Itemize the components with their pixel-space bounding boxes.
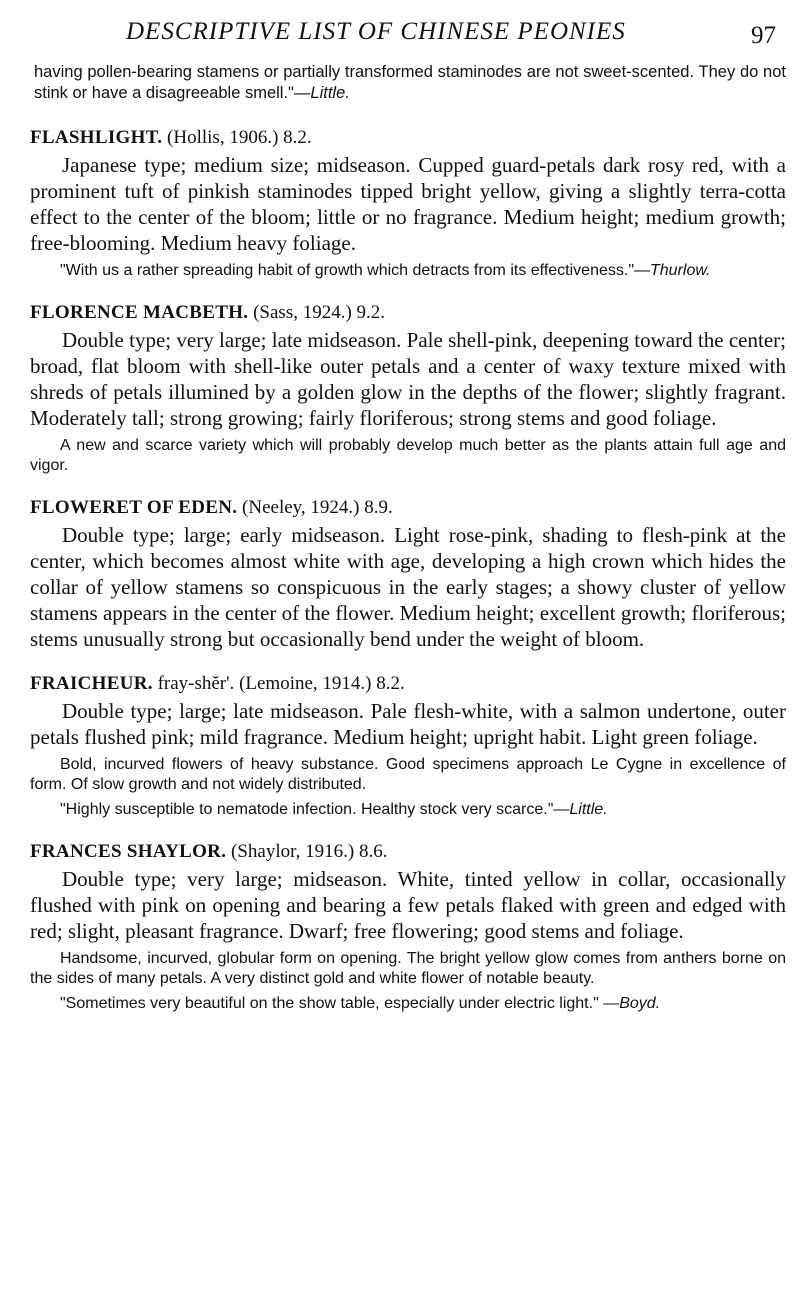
variety-description: Double type; large; early midseason. Light rose-pink, shading to flesh-pink at the center, which becomes almost white with age, developing a high crown which hides the collar of yellow stamens so conspicuous in the early stages; a showy cluster of yellow stamens appears in the center of the flower. Medium height; excellent growth; floriferous; stems unusually strong but occasionally bend under the weight of bloom. — [30, 523, 786, 651]
entry-list — [30, 126, 786, 1014]
note-attribution: Thurlow. — [650, 262, 711, 279]
originator-year: (Lemoine, 1914.) — [239, 673, 372, 694]
variety-description: Double type; large; late midseason. Pale flesh-white, with a salmon undertone, outer petals flushed pink; mild fragrance. Medium height; upright habit. Light green foliage. — [30, 699, 786, 749]
entry-heading — [30, 840, 786, 864]
variety-description: Japanese type; medium size; midseason. Cupped guard-petals dark rosy red, with a prominent tuft of pinkish staminodes tipped bright yellow, giving a slightly terra-cotta effect to the center of the bloom; little or no fragrance. Medium height; medium growth; free-blooming. Medium heavy foliage. — [30, 153, 786, 255]
rating: 8.9. — [364, 497, 393, 518]
variety-note — [30, 949, 786, 989]
peony-entry — [30, 126, 786, 281]
variety-name: FLASHLIGHT. — [30, 127, 163, 148]
note-text: "Sometimes very beautiful on the show table, especially under electric light." — — [60, 995, 620, 1012]
note-attribution: Little. — [569, 801, 608, 818]
variety-name: FLORENCE MACBETH. — [30, 302, 249, 323]
variety-note — [30, 436, 786, 476]
entry-heading — [30, 126, 786, 150]
page-number: 97 — [751, 22, 776, 49]
peony-entry — [30, 840, 786, 1014]
variety-note — [30, 261, 786, 281]
originator-year: (Hollis, 1906.) — [167, 127, 279, 148]
rating: 8.2. — [376, 673, 405, 694]
entry-heading — [30, 301, 786, 325]
originator-year: (Shaylor, 1916.) — [231, 841, 355, 862]
variety-note — [30, 994, 786, 1014]
entry-heading — [30, 496, 786, 520]
variety-note — [30, 800, 786, 820]
intro-quote — [34, 62, 786, 104]
note-text: Handsome, incurved, globular form on opening. The bright yellow glow comes from anthers borne on the sides of many petals. A very distinct gold and white flower of notable beauty. — [30, 950, 786, 987]
running-title: DESCRIPTIVE LIST OF CHINESE PEONIES — [126, 18, 626, 45]
rating: 8.6. — [359, 841, 388, 862]
note-text: Bold, incurved flowers of heavy substance. Good specimens approach Le Cygne in excellence of form. Of slow growth and not widely distributed. — [30, 756, 786, 793]
rating: 8.2. — [283, 127, 312, 148]
variety-description: Double type; very large; late midseason. Pale shell-pink, deepening toward the center; broad, flat bloom with shell-like outer petals and a center of waxy texture mixed with shreds of petals illumined by a golden glow in the depths of the flower; slightly fragrant. Moderately tall; strong growing; fairly floriferous; strong stems and good foliage. — [30, 328, 786, 430]
variety-name: FRANCES SHAYLOR. — [30, 841, 227, 862]
intro-quote-attribution: Little. — [310, 84, 350, 102]
peony-entry — [30, 672, 786, 820]
peony-entry — [30, 496, 786, 652]
running-head — [30, 14, 786, 62]
rating: 9.2. — [356, 302, 386, 323]
variety-name: FRAICHEUR. — [30, 673, 153, 694]
note-text: "With us a rather spreading habit of growth which detracts from its effectiveness."— — [60, 262, 650, 279]
variety-description: Double type; very large; midseason. White, tinted yellow in collar, occasionally flushed with pink on opening and bearing a few petals flaked with green and edged with red; slight, pleasant fragrance. Dwarf; free flowering; good stems and foliage. — [30, 867, 786, 943]
peony-entry — [30, 301, 786, 476]
pronunciation: fray-shĕr'. — [157, 673, 235, 694]
variety-note — [30, 755, 786, 795]
originator-year: (Neeley, 1924.) — [242, 497, 360, 518]
intro-quote-text: having pollen-bearing stamens or partially transformed staminodes are not sweet-scented. They do not stink or have a disagreeable smell."— — [34, 63, 786, 102]
originator-year: (Sass, 1924.) — [253, 302, 352, 323]
note-attribution: Boyd. — [619, 995, 661, 1012]
variety-name: FLOWERET OF EDEN. — [30, 497, 238, 518]
note-text: A new and scarce variety which will probably develop much better as the plants attain full age and vigor. — [30, 437, 786, 474]
entry-heading — [30, 672, 786, 696]
note-text: "Highly susceptible to nematode infection. Healthy stock very scarce."— — [60, 801, 570, 818]
